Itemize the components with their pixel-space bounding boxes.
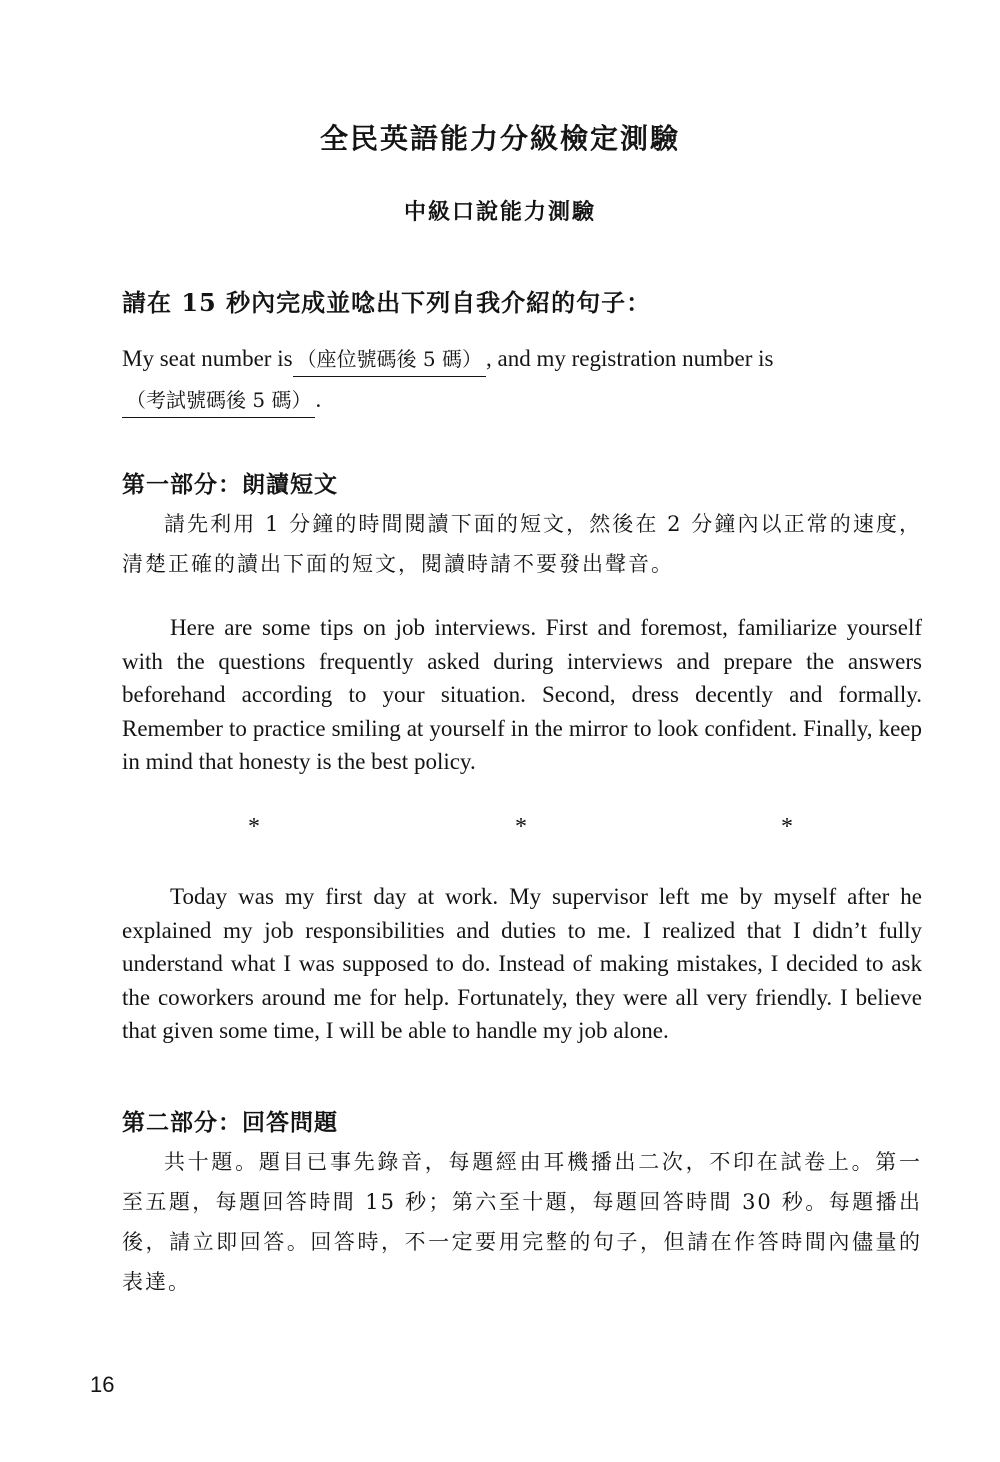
intro-text-2: , and my registration number is: [486, 346, 774, 371]
part1-instructions: 請先利用 1 分鐘的時間閱讀下面的短文，然後在 2 分鐘內以正常的速度，清楚正確的讀出下面的短文，閱讀時請不要發出聲音。: [122, 512, 922, 576]
separator-star-3: *: [781, 814, 793, 840]
part1-heading: 第一部分：朗讀短文: [122, 471, 338, 498]
intro-text-3: .: [315, 387, 322, 412]
separator-star-1: *: [248, 814, 260, 840]
self-intro-sentence: [122, 338, 922, 420]
page-number: 16: [90, 1372, 115, 1397]
separator-star-2: *: [515, 814, 527, 840]
page-title: 全民英語能力分級檢定測驗: [319, 122, 680, 155]
seat-number-blank: （座位號碼後 5 碼）: [293, 344, 486, 377]
passage-1: Here are some tips on job interviews. First and foremost, familiarize yourself with the questions frequently asked during interviews and prepare the answers beforehand according to your situation. Second, dress decently and formally. Remember to practice smiling at yourself in the mirror to look confident. Finally, keep in mind that honesty is the best policy.: [122, 615, 922, 774]
passage-2: Today was my first day at work. My supervisor left me by myself after he explained my job responsibilities and duties to me. I realized that I didn’t fully understand what I was supposed to do. Instead of making mistakes, I decided to ask the coworkers around me for help. Fortunately, they were all very friendly. I believe that given some time, I will be able to handle my job alone.: [122, 884, 922, 1043]
part2-instructions: 共十題。題目已事先錄音，每題經由耳機播出二次，不印在試卷上。第一至五題，每題回答時間 15 秒；第六至十題，每題回答時間 30 秒。每題播出後，請立即回答。回答時，不一定要用完整的句子，但請在作答時間內儘量的表達。: [122, 1150, 922, 1294]
registration-number-blank: （考試號碼後 5 碼）: [122, 385, 315, 418]
page-subtitle: 中級口說能力測驗: [403, 199, 596, 225]
passage-separator: [0, 814, 1000, 844]
part2-heading: 第二部分：回答問題: [122, 1109, 338, 1136]
self-intro-instruction: 請在 15 秒內完成並唸出下列自我介紹的句子：: [122, 288, 652, 317]
intro-text-1: My seat number is: [122, 346, 293, 371]
